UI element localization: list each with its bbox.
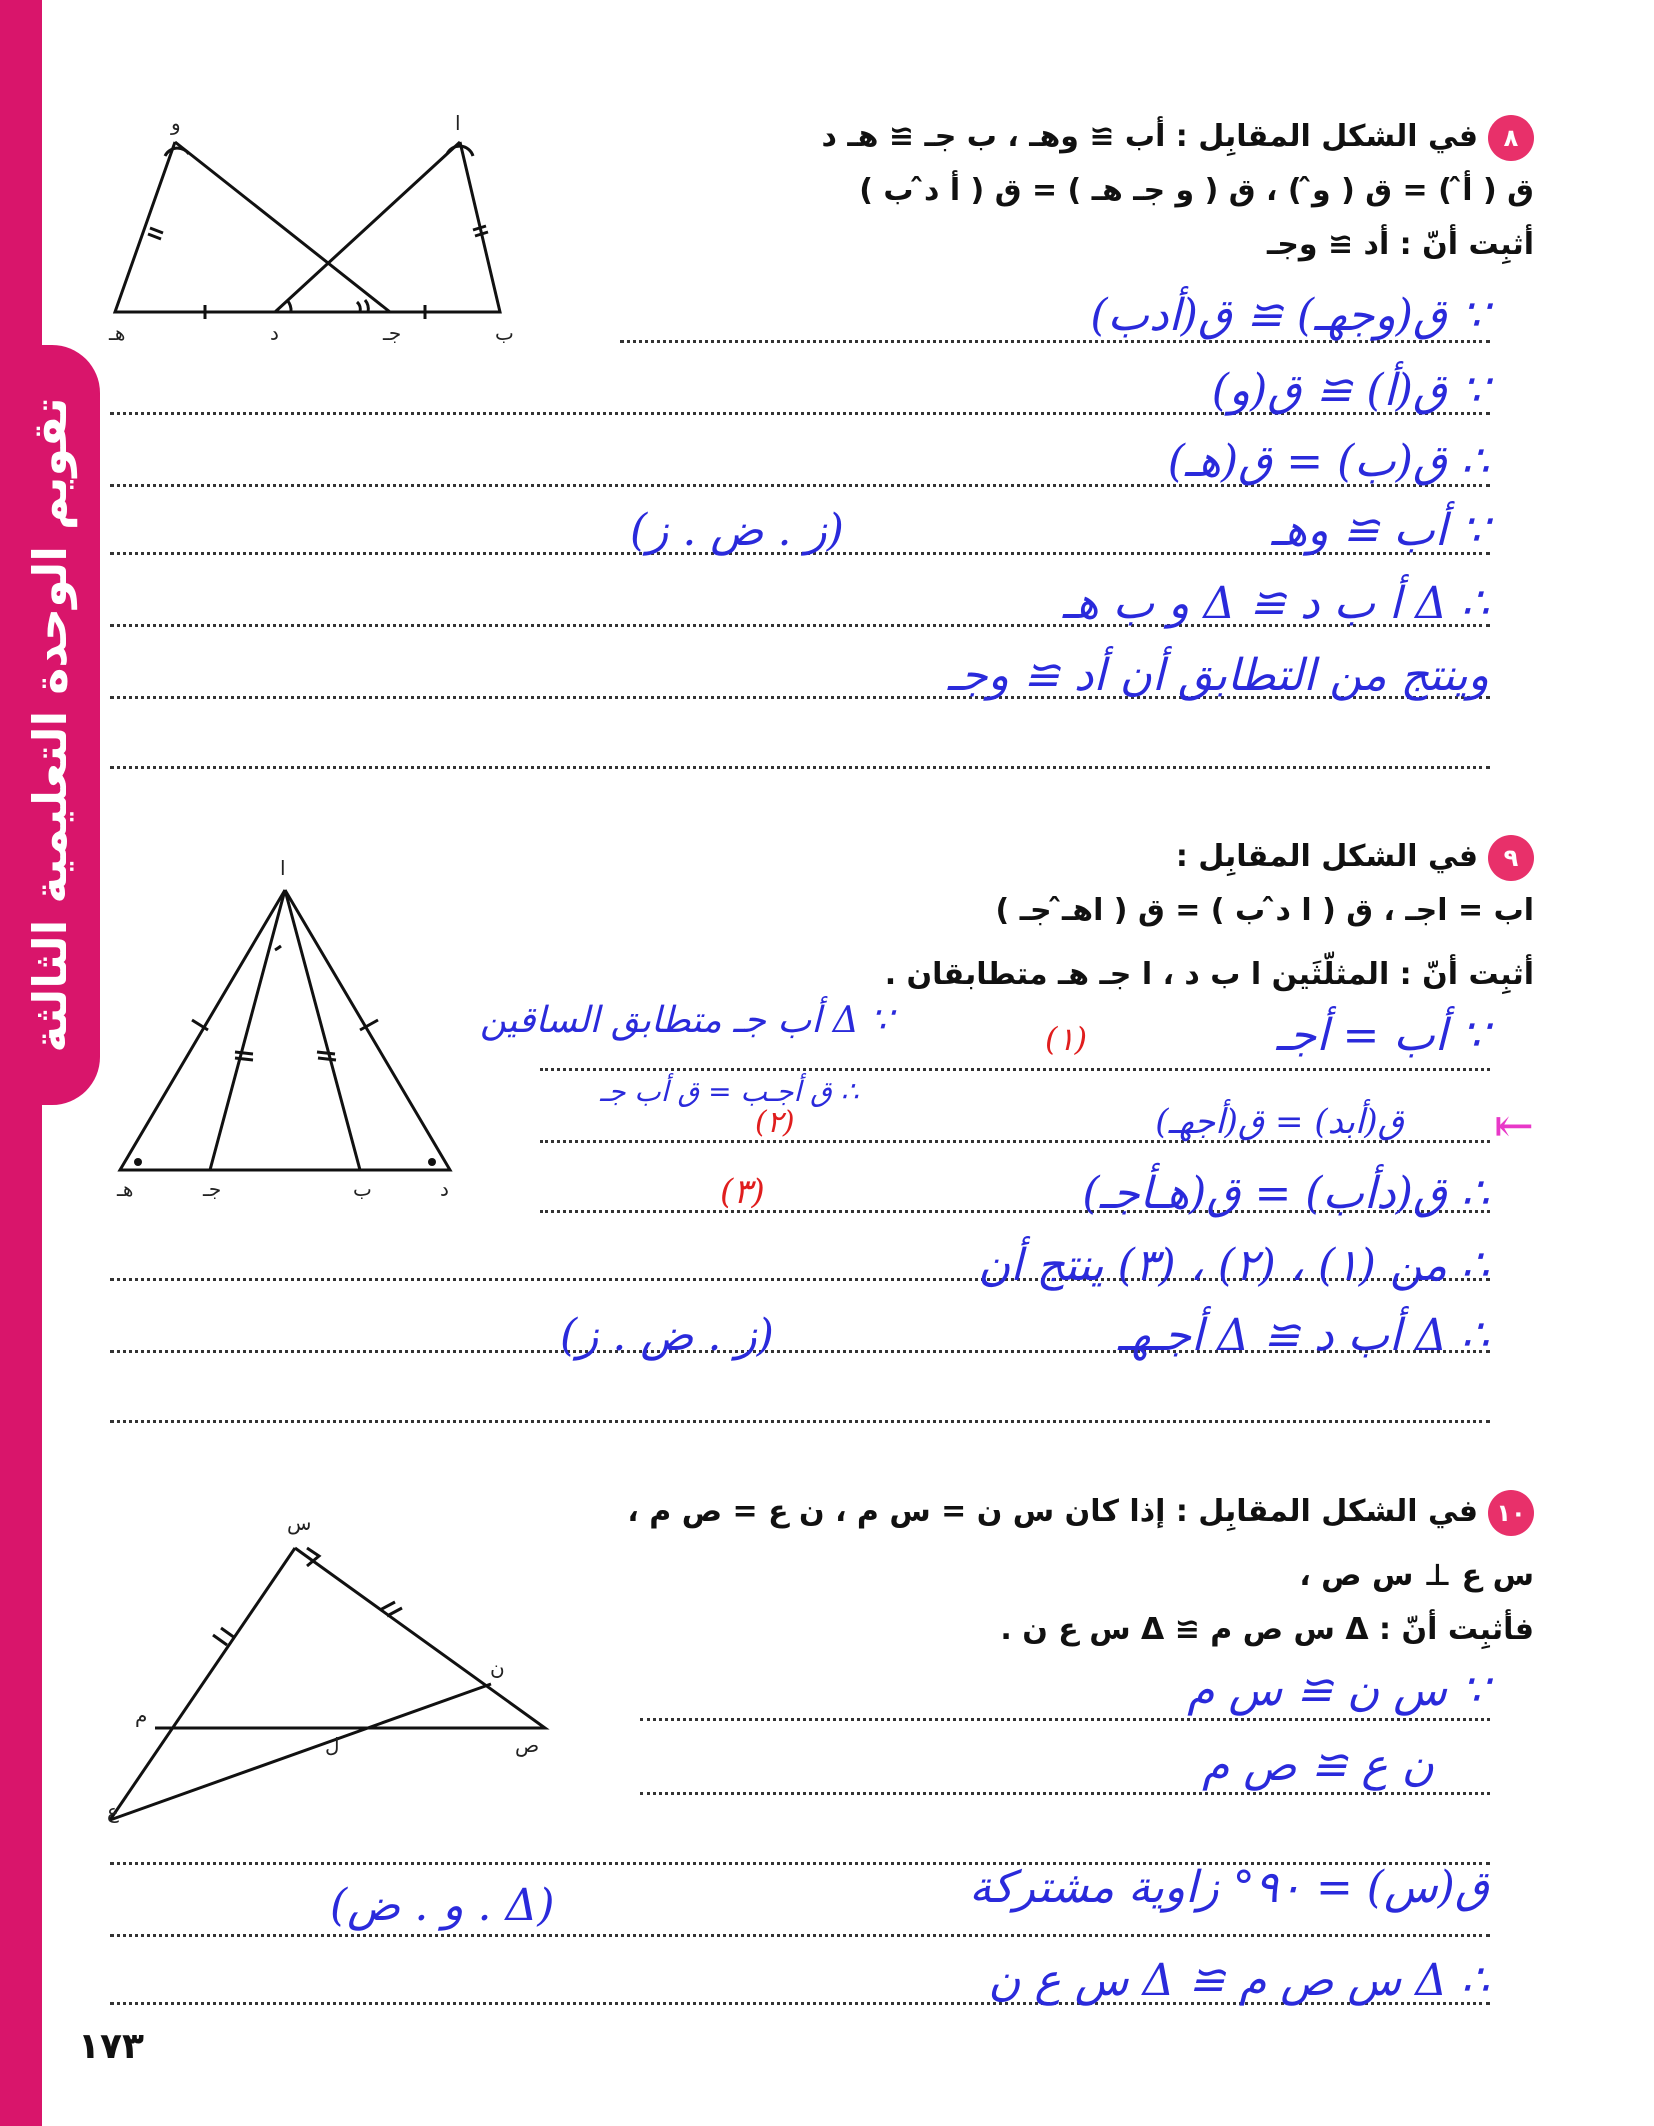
q9-label-b: ب <box>353 1177 372 1200</box>
q8-figure <box>105 100 565 360</box>
q9-number-badge: ٩ <box>1488 835 1534 881</box>
q10-label-n: ن <box>490 1656 505 1680</box>
q8-answer-5: (ز . ض . ز) <box>630 505 844 556</box>
q9-answer-8: (ز . ض . ز) <box>560 1310 774 1361</box>
q10-line-2: س ع ⊥ س ص ، <box>1299 1558 1534 1593</box>
q8-answer-6: ∴ Δ أ ب د ≅ Δ و ب هـ <box>1062 578 1489 629</box>
q8-number-badge: ٨ <box>1488 115 1534 161</box>
q8-answer-3: ∴ ق(ب) = ق(هـ) <box>1167 436 1489 487</box>
q10-label-l: ل <box>325 1733 340 1757</box>
q8-label-a: ا <box>455 111 461 135</box>
q8-label-d: د <box>270 321 279 345</box>
q10-number-badge: ١٠ <box>1488 1490 1534 1536</box>
q9-label-j: جـ <box>203 1177 222 1200</box>
q10-answer-4: (Δ . و . ض) <box>330 1880 555 1931</box>
q9-ref-3: (٣) <box>720 1172 765 1212</box>
q9-label-a: ا <box>280 856 286 880</box>
q9-arrow-mark: ⇤ <box>1493 1098 1534 1154</box>
q9-answer-line <box>540 1068 1490 1071</box>
q9-statement <box>634 830 1534 1002</box>
q10-answer-line <box>110 1934 1490 1937</box>
q9-ref-2: (٢) <box>755 1105 795 1140</box>
q10-statement <box>627 1485 1534 1657</box>
q8-answer-2: ∵ ق(أ) ≅ ق(و) <box>1211 365 1489 416</box>
q9-answer-4: ق(أبد) = ق(أجهـ) <box>1155 1102 1404 1142</box>
q10-label-m: م <box>135 1703 148 1727</box>
q8-answer-4: ∵ أب ≅ وهـ <box>1271 505 1489 556</box>
q10-label-s: س <box>287 1511 312 1535</box>
q9-answer-5: ∴ ق(دأب) = ق(هـأجـ) <box>1082 1168 1489 1219</box>
q8-label-o: و <box>171 111 181 135</box>
q8-label-j: جـ <box>383 321 402 345</box>
q10-answer-line <box>640 1792 1490 1795</box>
q10-label-sad: ص <box>515 1733 540 1757</box>
q9-answer-3: ∴ ق أجـب = ق أب جـ <box>600 1075 859 1108</box>
page-number: ١٧٣ <box>78 2026 144 2067</box>
q10-answer-5: ∴ Δ س ص م ≅ Δ س ع ن <box>988 1955 1489 2006</box>
q10-answer-2: ن ع ≅ ص م <box>1202 1740 1434 1791</box>
q9-ref-1: (١) <box>1045 1020 1088 1058</box>
q10-answer-1: ∵ س ن ≅ س م <box>1187 1665 1489 1716</box>
q9-line-3: أثبِت أنّ : المثلّثَين ا ب د ، ا جـ هـ متطابقان . <box>884 957 1534 992</box>
q10-answer-line <box>640 1718 1490 1721</box>
q10-line-3: فأثبِت أنّ : Δ س ص م ≅ Δ س ع ن . <box>1000 1612 1534 1647</box>
q9-figure <box>105 840 465 1200</box>
q8-statement <box>634 110 1534 272</box>
q9-label-h: هـ <box>117 1177 134 1200</box>
unit-title: تقويم الوحدة التعليمية الثالثة <box>23 397 77 1053</box>
q9-answer-7: ∴ Δ أب د ≅ Δ أجـهـ <box>1117 1310 1489 1361</box>
q8-label-b: ب <box>495 321 514 345</box>
q9-line-2: اب = اجـ ، ق ( ا د̂ ب ) = ق ( اهـ̂ جـ ) <box>995 893 1534 928</box>
q9-answer-1: ∵ أب = أجـ <box>1276 1010 1489 1061</box>
q8-label-h: هـ <box>109 321 126 345</box>
q8-answer-1: ∵ ق(وجهـ) ≅ ق(أدب) <box>1090 290 1489 341</box>
q8-line-3: أثبِت أنّ : أد ≅ وجـ <box>1267 227 1534 262</box>
q10-answer-3: ق(س) = ٩٠° زاوية مشتركة <box>969 1862 1489 1913</box>
q10-figure <box>95 1500 575 1840</box>
q9-answer-line <box>110 1420 1490 1423</box>
q8-line-2: ق ( أ̂ ) = ق ( و̂ ) ، ق ( و جـ هـ ) = ق ( أ د̂ ب ) <box>859 173 1534 208</box>
q9-answer-2: ∵ Δ أب جـ متطابق الساقين <box>480 1000 894 1041</box>
q9-answer-6: ∴ من (١) ، (٢) ، (٣) ينتج أن <box>977 1240 1489 1291</box>
q10-label-ain: ع <box>107 1799 119 1823</box>
q9-line-1: في الشكل المقابِل : <box>1175 839 1478 874</box>
q10-line-1: في الشكل المقابِل : إذا كان س ن = س م ، ن ع = ص م ، <box>627 1494 1478 1529</box>
q8-answer-7: وينتج من التطابق أن أد ≅ وجـ <box>947 650 1489 701</box>
q8-answer-line <box>110 766 1490 769</box>
q8-line-1: في الشكل المقابِل : أب ≅ وهـ ، ب جـ ≅ هـ د <box>821 119 1478 154</box>
q9-label-d: د <box>440 1177 449 1200</box>
